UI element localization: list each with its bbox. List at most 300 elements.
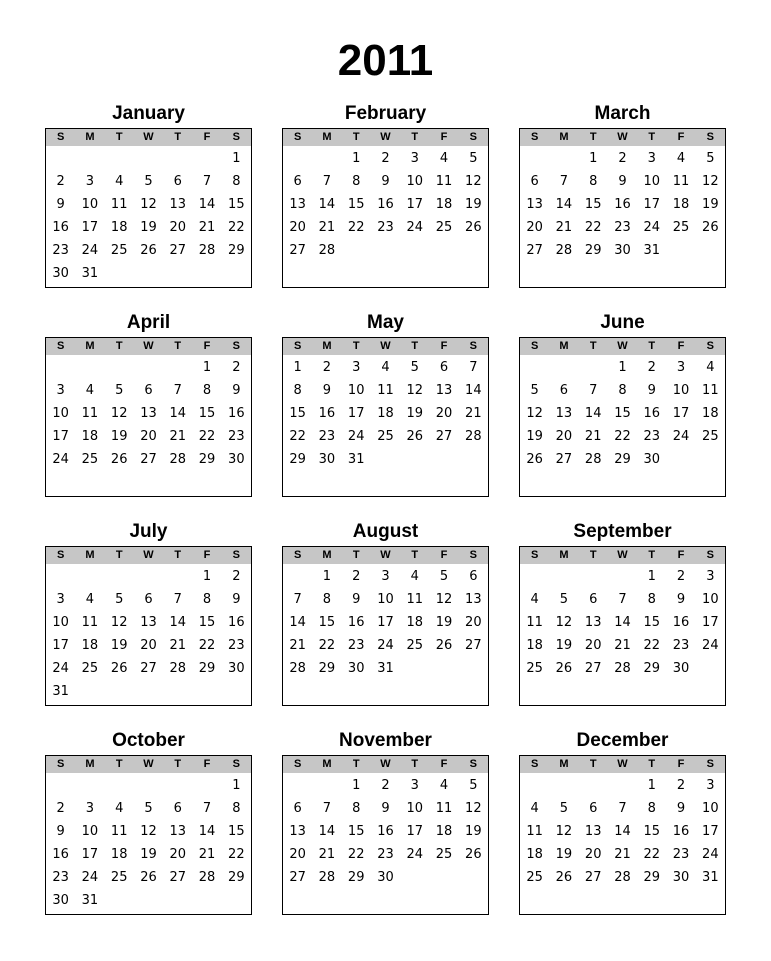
day-cell: 1 [352,151,361,166]
day-cell [312,147,341,170]
day-cell: 19 [406,406,424,421]
weekday-header: W [380,340,391,352]
day-cell: 13 [526,197,543,212]
day-cell: 23 [614,220,631,235]
day-cell: 6 [530,174,539,189]
day-cell: 3 [410,151,419,166]
day-cell: 27 [289,243,306,258]
weekday-header-row [520,129,725,146]
day-cell: 28 [318,870,336,885]
weekday-header-row [46,547,251,564]
day-cell: 13 [169,197,187,212]
day-cell: 11 [377,383,394,398]
day-cell: 9 [352,592,361,607]
day-cell: 11 [702,383,719,398]
month-december [519,727,726,915]
day-cell: 29 [347,870,365,885]
day-cell: 4 [85,383,95,398]
day-cell [163,774,192,797]
week-row [520,402,725,425]
day-cell [192,680,221,703]
weekday-header-row [283,129,488,146]
day-cell [105,262,134,285]
day-cell: 16 [672,824,690,839]
weekday-header: W [617,340,628,352]
week-row [520,216,725,239]
weekday-header: F [440,758,448,770]
week-row [46,588,251,611]
day-cell: 22 [347,847,365,862]
day-cell: 11 [435,174,453,189]
month-november [282,727,489,915]
month-name: February [344,103,427,124]
weekday-header: F [677,549,685,561]
day-cell: 15 [198,615,216,630]
weekday-header: T [648,340,656,352]
day-cell [163,262,192,285]
day-cell: 30 [228,452,245,467]
week-row [283,843,488,866]
day-cell: 16 [228,615,245,630]
day-cell: 17 [52,429,69,444]
day-cell [429,657,458,680]
weekday-header: M [322,758,332,770]
day-cell: 29 [228,243,245,258]
day-cell: 23 [347,638,365,653]
day-cell: 21 [555,220,573,235]
day-cell: 11 [81,615,99,630]
day-cell: 19 [140,220,157,235]
day-cell: 29 [584,243,602,258]
day-cell: 25 [377,429,394,444]
day-cell: 2 [647,360,656,375]
day-cell: 7 [293,592,302,607]
day-cell [549,147,578,170]
day-cell: 6 [559,383,569,398]
week-row [46,356,251,379]
weekday-header: S [232,131,240,143]
day-cell: 23 [318,429,336,444]
day-cell: 6 [439,360,449,375]
weekday-header: S [530,549,539,561]
week-row [46,379,251,402]
day-cell: 7 [469,360,478,375]
day-cell: 30 [614,243,631,258]
day-cell: 15 [347,197,365,212]
month-january [45,100,252,288]
day-cell: 12 [406,383,424,398]
day-cell: 12 [110,615,128,630]
day-cell: 13 [435,383,453,398]
day-cell: 13 [140,615,157,630]
day-cell: 6 [589,592,598,607]
month-name: October [112,730,185,751]
day-cell: 15 [289,406,306,421]
day-cell: 10 [702,592,719,607]
day-cell: 14 [289,615,306,630]
day-cell: 16 [347,615,365,630]
month-name: August [352,521,419,542]
day-cell: 16 [52,220,69,235]
week-row [520,588,725,611]
day-cell: 6 [293,801,302,816]
week-row [520,170,725,193]
day-cell: 7 [618,801,627,816]
day-cell: 10 [81,824,99,839]
day-cell: 14 [318,197,336,212]
day-cell: 16 [228,406,245,421]
weekday-header: S [530,131,539,143]
day-cell: 4 [381,360,390,375]
weekday-header: T [115,131,123,143]
day-cell [222,262,251,285]
month-name: March [594,103,651,124]
day-cell: 3 [56,592,65,607]
day-cell: 12 [435,592,453,607]
weekday-header: F [203,131,211,143]
week-row [283,565,488,588]
day-cell: 6 [589,801,598,816]
day-cell: 5 [439,569,449,584]
day-cell: 7 [618,592,627,607]
day-cell: 25 [672,220,690,235]
day-cell: 13 [465,592,482,607]
weekday-header: T [174,131,182,143]
week-row [46,774,251,797]
day-cell: 27 [465,638,482,653]
weekday-header: T [648,549,656,561]
day-cell: 30 [377,870,394,885]
month-march [519,100,726,288]
day-cell: 7 [202,801,212,816]
day-cell: 1 [202,569,212,584]
day-cell: 22 [347,220,365,235]
day-cell: 1 [293,360,302,375]
weekday-header: M [559,340,569,352]
day-cell: 30 [347,661,365,676]
day-cell: 14 [614,824,631,839]
day-cell: 31 [377,661,394,676]
day-cell: 4 [439,778,449,793]
day-cell: 9 [381,801,390,816]
day-cell: 9 [322,383,332,398]
day-cell: 12 [110,406,128,421]
weekday-header: S [56,758,65,770]
day-cell [163,680,192,703]
day-cell: 14 [169,406,187,421]
day-cell [134,565,163,588]
day-cell: 29 [198,452,216,467]
day-cell: 28 [465,429,482,444]
weekday-header: T [411,131,419,143]
weekday-header: T [115,758,123,770]
day-cell: 21 [465,406,482,421]
day-cell: 2 [56,801,65,816]
month-name: January [112,103,185,124]
day-cell: 12 [465,801,482,816]
weekday-header: T [115,549,123,561]
day-cell [163,356,192,379]
day-cell: 21 [169,429,187,444]
day-cell: 4 [530,801,539,816]
day-cell: 6 [144,592,153,607]
day-cell [192,262,221,285]
day-cell: 8 [352,801,361,816]
day-cell: 3 [676,360,686,375]
weekday-header: F [440,549,448,561]
day-cell: 31 [702,870,719,885]
day-cell [520,356,549,379]
week-row [46,425,251,448]
week-row [46,797,251,820]
day-cell: 20 [465,615,482,630]
day-cell: 13 [584,824,602,839]
day-cell: 14 [169,615,187,630]
month-june [519,309,726,497]
day-cell: 2 [232,569,241,584]
day-cell: 9 [56,824,65,839]
weekday-header-row [520,338,725,355]
day-cell: 23 [228,638,245,653]
weekday-header: S [530,340,539,352]
day-cell: 25 [526,870,543,885]
weekday-header: W [617,549,628,561]
day-cell: 5 [144,801,153,816]
weekday-header-row [283,756,488,773]
day-cell: 8 [232,174,241,189]
day-cell: 20 [140,638,157,653]
weekday-header: T [589,340,597,352]
day-cell: 25 [406,638,424,653]
day-cell: 14 [584,406,602,421]
day-cell: 2 [322,360,332,375]
weekday-header: S [469,758,477,770]
week-row [520,820,725,843]
day-cell [549,565,578,588]
day-cell: 19 [555,847,573,862]
day-cell: 17 [643,197,661,212]
day-cell: 24 [52,452,69,467]
day-cell [400,239,429,262]
day-cell: 17 [81,220,99,235]
week-row [46,680,251,703]
day-cell [371,239,400,262]
day-cell: 8 [647,801,656,816]
day-cell [608,565,637,588]
week-row [46,611,251,634]
day-cell: 25 [526,661,543,676]
day-cell: 3 [352,360,361,375]
day-cell: 23 [52,243,69,258]
day-cell [75,356,104,379]
day-cell: 19 [435,615,453,630]
day-cell: 3 [706,569,715,584]
week-row [283,216,488,239]
day-cell: 15 [584,197,602,212]
day-cell: 7 [173,592,182,607]
day-cell: 16 [377,197,394,212]
day-cell: 4 [410,569,419,584]
day-cell: 8 [232,801,241,816]
day-cell [105,680,134,703]
day-cell: 21 [614,847,631,862]
day-cell [192,147,221,170]
month-name: July [129,521,168,542]
weekday-header: M [85,758,95,770]
weekday-header: M [322,549,332,561]
day-cell: 26 [465,220,482,235]
weekday-header: M [559,549,569,561]
day-cell: 28 [318,243,336,258]
day-cell [520,774,549,797]
day-cell: 27 [140,661,157,676]
weekday-header-row [520,547,725,564]
day-cell: 11 [526,615,543,630]
day-cell: 10 [672,383,690,398]
day-cell [429,866,458,889]
day-cell: 2 [676,569,686,584]
weekday-header: W [143,758,154,770]
day-cell: 2 [618,151,627,166]
day-cell: 12 [555,824,573,839]
weekday-header: F [677,131,685,143]
day-cell: 25 [435,847,453,862]
week-row [283,170,488,193]
weekday-header: F [677,340,685,352]
day-cell: 16 [318,406,336,421]
day-cell [666,239,695,262]
weekday-header: T [589,131,597,143]
day-cell: 4 [115,174,124,189]
day-cell: 23 [377,847,394,862]
week-row [46,843,251,866]
day-cell: 19 [465,197,482,212]
day-cell: 5 [469,778,478,793]
day-cell: 14 [465,383,482,398]
day-cell: 14 [198,197,216,212]
weekday-header: M [85,340,95,352]
day-cell: 17 [702,824,719,839]
day-cell: 23 [228,429,245,444]
weekday-header: W [143,340,154,352]
day-cell: 8 [589,174,598,189]
day-cell: 7 [589,383,598,398]
day-cell: 13 [584,615,602,630]
day-cell: 22 [289,429,306,444]
weekday-header: S [232,758,240,770]
day-cell [459,448,488,471]
week-row [283,588,488,611]
day-cell: 11 [435,801,453,816]
day-cell [579,774,608,797]
day-cell: 22 [643,847,661,862]
week-row [520,843,725,866]
week-row [283,611,488,634]
day-cell: 20 [584,638,602,653]
day-cell: 17 [406,824,424,839]
weekday-header: F [440,131,448,143]
day-cell: 23 [377,220,394,235]
day-cell: 26 [140,243,157,258]
day-cell: 4 [676,151,686,166]
day-cell: 5 [115,383,124,398]
weekday-header: M [322,131,332,143]
day-cell [105,774,134,797]
week-row [46,820,251,843]
week-row [283,147,488,170]
week-row [520,611,725,634]
week-row [283,425,488,448]
day-cell: 17 [672,406,690,421]
day-cell: 29 [614,452,631,467]
day-cell: 2 [56,174,65,189]
week-row [520,425,725,448]
day-cell [579,356,608,379]
day-cell: 24 [702,847,719,862]
day-cell: 10 [406,801,424,816]
day-cell: 5 [410,360,419,375]
day-cell: 22 [614,429,631,444]
day-cell: 8 [322,592,332,607]
weekday-header: T [174,758,182,770]
day-cell: 25 [435,220,453,235]
week-row [283,634,488,657]
week-row [283,797,488,820]
day-cell [283,565,312,588]
day-cell: 14 [318,824,336,839]
day-cell: 16 [672,615,690,630]
day-cell: 24 [377,638,394,653]
week-row [520,356,725,379]
weekday-header: T [352,131,360,143]
day-cell: 27 [584,870,602,885]
day-cell: 2 [352,569,361,584]
day-cell: 29 [643,870,661,885]
day-cell: 22 [584,220,602,235]
day-cell: 27 [169,870,187,885]
weekday-header: F [203,549,211,561]
day-cell: 2 [381,778,390,793]
month-name: December [576,730,669,751]
weekday-header-row [46,756,251,773]
day-cell: 18 [702,406,719,421]
day-cell: 28 [614,870,631,885]
day-cell: 29 [228,870,245,885]
day-cell: 11 [110,824,128,839]
day-cell: 16 [643,406,661,421]
day-cell: 9 [381,174,390,189]
weekday-header: S [232,340,240,352]
day-cell: 30 [643,452,661,467]
day-cell [342,239,371,262]
day-cell [400,448,429,471]
month-name: June [600,312,645,333]
weekday-header-row [283,547,488,564]
day-cell: 20 [526,220,543,235]
day-cell: 1 [322,569,332,584]
weekday-header: T [648,131,656,143]
weekday-header: T [174,549,182,561]
weekday-header: S [293,131,302,143]
day-cell: 13 [555,406,573,421]
month-table [45,337,252,497]
day-cell: 6 [173,801,182,816]
day-cell: 18 [526,638,543,653]
weekday-header: W [617,131,628,143]
year-title: 2011 [337,36,434,85]
day-cell: 15 [347,824,365,839]
weekday-header: W [143,131,154,143]
